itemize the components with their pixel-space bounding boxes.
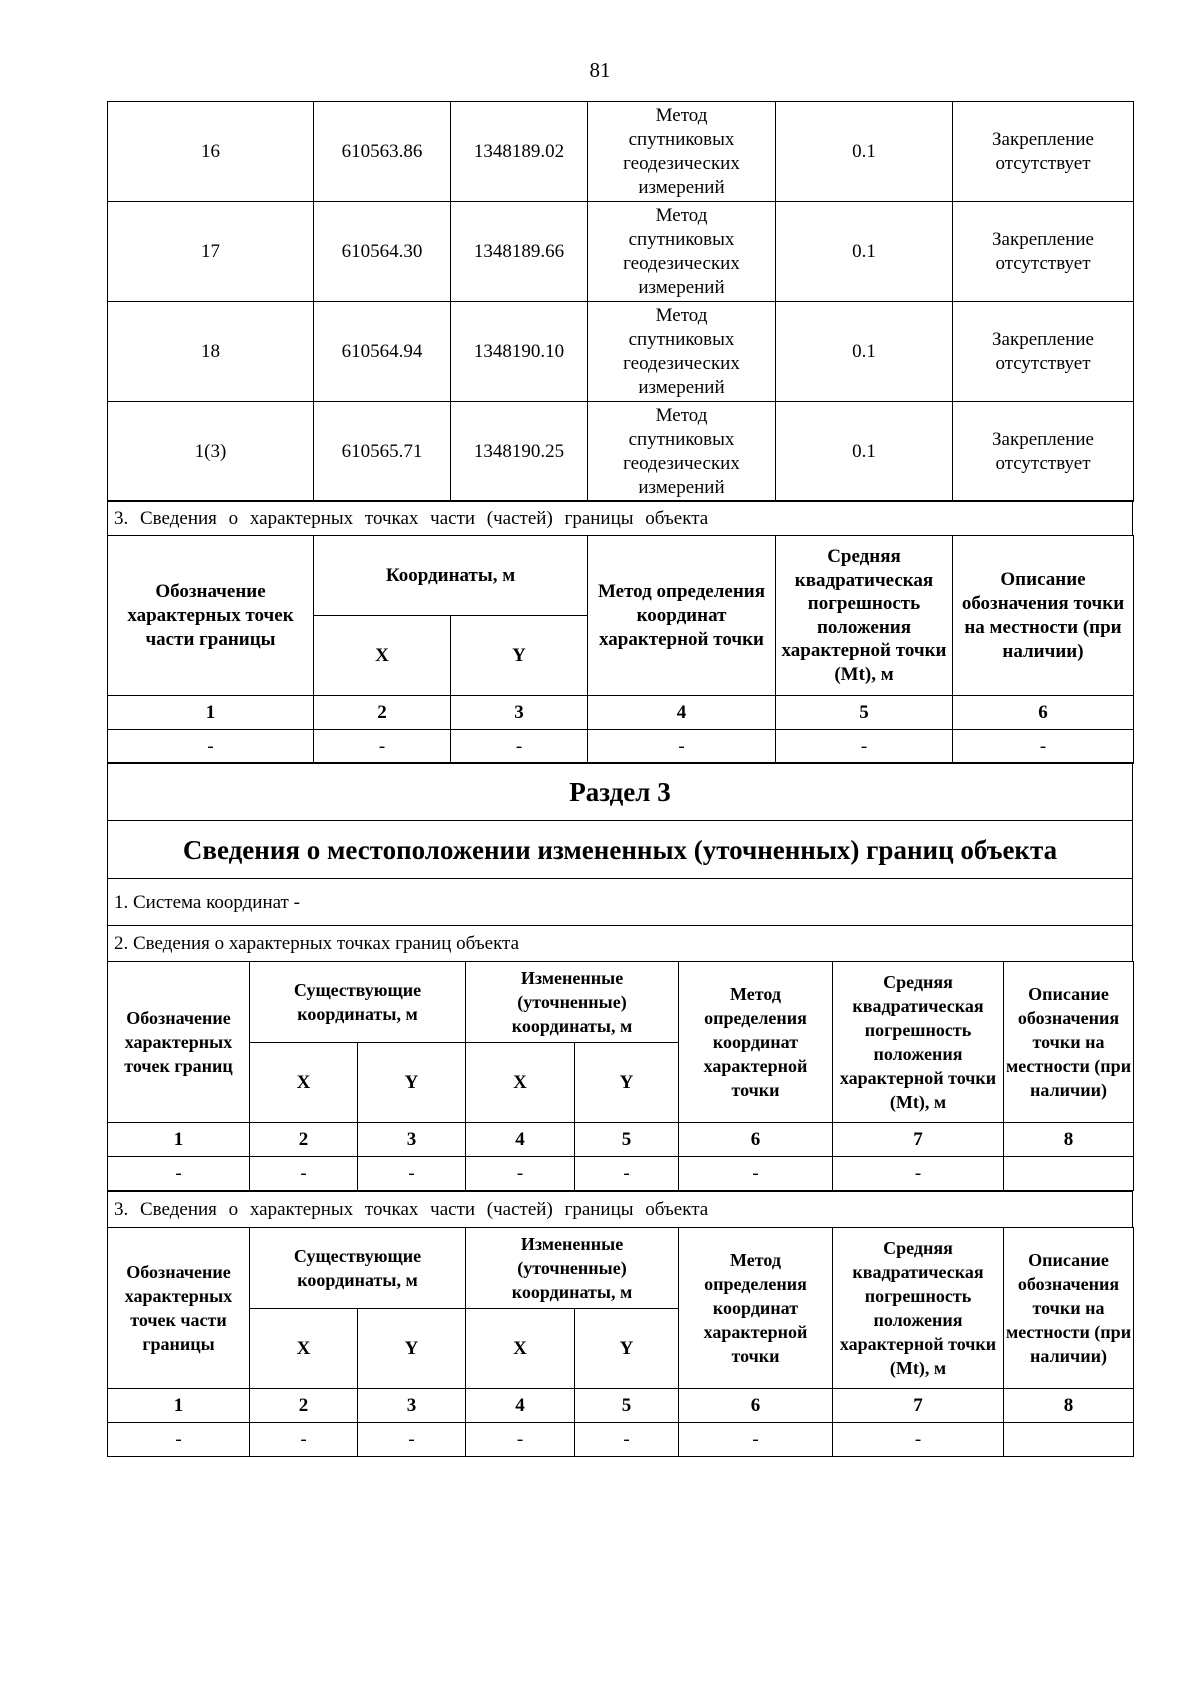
table-cell: - — [108, 1157, 250, 1191]
column-number: 5 — [776, 696, 953, 730]
point-x: 610563.86 — [314, 102, 451, 202]
header-method: Метод определения координат характерной точки — [679, 1228, 833, 1389]
changed-points-table — [107, 961, 1134, 1191]
part-points-caption: 3. Сведения о характерных точках части (частей) границы объекта — [107, 500, 1133, 535]
point-y: 1348189.02 — [451, 102, 588, 202]
point-id: 17 — [108, 202, 314, 302]
header-x: X — [314, 616, 451, 696]
point-method: Метод спутниковых геодезических измерений — [588, 202, 776, 302]
header-changed-y: Y — [575, 1309, 679, 1389]
column-number: 8 — [1004, 1389, 1134, 1423]
table-cell: - — [833, 1423, 1004, 1457]
column-number: 3 — [358, 1389, 466, 1423]
changed-part-points-table — [107, 1227, 1134, 1457]
point-description: Закрепление отсутствует — [953, 402, 1134, 502]
column-number: 4 — [588, 696, 776, 730]
table-row — [108, 1157, 1134, 1191]
header-changed-y: Y — [575, 1043, 679, 1123]
table-cell: - — [250, 1423, 358, 1457]
table-cell: - — [776, 730, 953, 764]
section-title: Раздел 3 — [107, 762, 1133, 820]
point-x: 610565.71 — [314, 402, 451, 502]
header-description: Описание обозначения точки на местности (при наличии) — [953, 536, 1134, 696]
header-method: Метод определения координат характерной точки — [679, 962, 833, 1123]
points-table-grid — [107, 101, 1134, 502]
point-y: 1348189.66 — [451, 202, 588, 302]
table-row — [108, 402, 1134, 502]
table-cell: - — [108, 730, 314, 764]
column-number: 1 — [108, 1123, 250, 1157]
column-number: 1 — [108, 1389, 250, 1423]
table-row — [108, 102, 1134, 202]
header-existing-coordinates: Существующие координаты, м — [250, 1228, 466, 1309]
column-number: 1 — [108, 696, 314, 730]
point-description: Закрепление отсутствует — [953, 102, 1134, 202]
column-number: 5 — [575, 1389, 679, 1423]
point-id: 1(3) — [108, 402, 314, 502]
table-cell — [1004, 1423, 1134, 1457]
column-number: 4 — [466, 1389, 575, 1423]
point-method: Метод спутниковых геодезических измерений — [588, 402, 776, 502]
table-cell: - — [953, 730, 1134, 764]
coordinate-system: 1. Система координат - — [107, 878, 1133, 925]
table-cell: - — [575, 1423, 679, 1457]
column-number: 3 — [358, 1123, 466, 1157]
header-changed-x: X — [466, 1043, 575, 1123]
header-description: Описание обозначения точки на местности (при наличии) — [1004, 962, 1134, 1123]
table-cell: - — [679, 1423, 833, 1457]
table-cell: - — [358, 1423, 466, 1457]
header-error: Средняя квадратическая погрешность положения характерной точки (Mt), м — [833, 962, 1004, 1123]
part-points-section — [107, 500, 1133, 764]
points-caption: 2. Сведения о характерных точках границ объекта — [107, 925, 1133, 961]
header-description: Описание обозначения точки на местности (при наличии) — [1004, 1228, 1134, 1389]
header-existing-x: X — [250, 1309, 358, 1389]
table-cell: - — [679, 1157, 833, 1191]
point-y: 1348190.25 — [451, 402, 588, 502]
table-row — [108, 1423, 1134, 1457]
table-cell: - — [250, 1157, 358, 1191]
table-cell: - — [466, 1157, 575, 1191]
table-cell: - — [108, 1423, 250, 1457]
point-id: 18 — [108, 302, 314, 402]
point-error: 0.1 — [776, 102, 953, 202]
point-description: Закрепление отсутствует — [953, 302, 1134, 402]
column-number: 2 — [314, 696, 451, 730]
header-changed-coordinates: Измененные (уточненные) координаты, м — [466, 1228, 679, 1309]
table-cell: - — [833, 1157, 1004, 1191]
table-row — [108, 202, 1134, 302]
point-method: Метод спутниковых геодезических измерений — [588, 302, 776, 402]
point-error: 0.1 — [776, 202, 953, 302]
header-changed-x: X — [466, 1309, 575, 1389]
section-subtitle: Сведения о местоположении измененных (уточненных) границ объекта — [107, 820, 1133, 878]
point-error: 0.1 — [776, 402, 953, 502]
page-number: 81 — [589, 58, 611, 82]
point-description: Закрепление отсутствует — [953, 202, 1134, 302]
table-cell: - — [588, 730, 776, 764]
header-coordinates: Координаты, м — [314, 536, 588, 616]
table-row — [108, 1389, 1134, 1423]
point-error: 0.1 — [776, 302, 953, 402]
header-designation: Обозначение характерных точек части границы — [108, 536, 314, 696]
table-cell — [1004, 1157, 1134, 1191]
header-designation: Обозначение характерных точек границ — [108, 962, 250, 1123]
table-cell: - — [451, 730, 588, 764]
header-error: Средняя квадратическая погрешность положения характерной точки (Mt), м — [776, 536, 953, 696]
point-x: 610564.94 — [314, 302, 451, 402]
header-existing-coordinates: Существующие координаты, м — [250, 962, 466, 1043]
column-number: 3 — [451, 696, 588, 730]
point-method: Метод спутниковых геодезических измерений — [588, 102, 776, 202]
point-y: 1348190.10 — [451, 302, 588, 402]
column-number: 6 — [953, 696, 1134, 730]
header-error: Средняя квадратическая погрешность положения характерной точки (Mt), м — [833, 1228, 1004, 1389]
header-existing-y: Y — [358, 1309, 466, 1389]
header-designation: Обозначение характерных точек части границы — [108, 1228, 250, 1389]
point-id: 16 — [108, 102, 314, 202]
column-number: 7 — [833, 1389, 1004, 1423]
header-method: Метод определения координат характерной точки — [588, 536, 776, 696]
header-y: Y — [451, 616, 588, 696]
table-row — [108, 730, 1134, 764]
column-number: 6 — [679, 1123, 833, 1157]
column-number: 8 — [1004, 1123, 1134, 1157]
column-number: 4 — [466, 1123, 575, 1157]
points-table — [107, 101, 1133, 502]
table-row — [108, 302, 1134, 402]
header-changed-coordinates: Измененные (уточненные) координаты, м — [466, 962, 679, 1043]
table-cell: - — [466, 1423, 575, 1457]
table-row — [108, 1123, 1134, 1157]
table-cell: - — [358, 1157, 466, 1191]
column-number: 7 — [833, 1123, 1004, 1157]
section3 — [107, 762, 1133, 1457]
point-x: 610564.30 — [314, 202, 451, 302]
header-existing-x: X — [250, 1043, 358, 1123]
header-existing-y: Y — [358, 1043, 466, 1123]
column-number: 2 — [250, 1123, 358, 1157]
part-points-caption: 3. Сведения о характерных точках части (частей) границы объекта — [107, 1191, 1133, 1227]
table-cell: - — [575, 1157, 679, 1191]
part-points-table — [107, 535, 1134, 764]
column-number: 2 — [250, 1389, 358, 1423]
column-number: 5 — [575, 1123, 679, 1157]
column-number: 6 — [679, 1389, 833, 1423]
table-cell: - — [314, 730, 451, 764]
table-row — [108, 696, 1134, 730]
